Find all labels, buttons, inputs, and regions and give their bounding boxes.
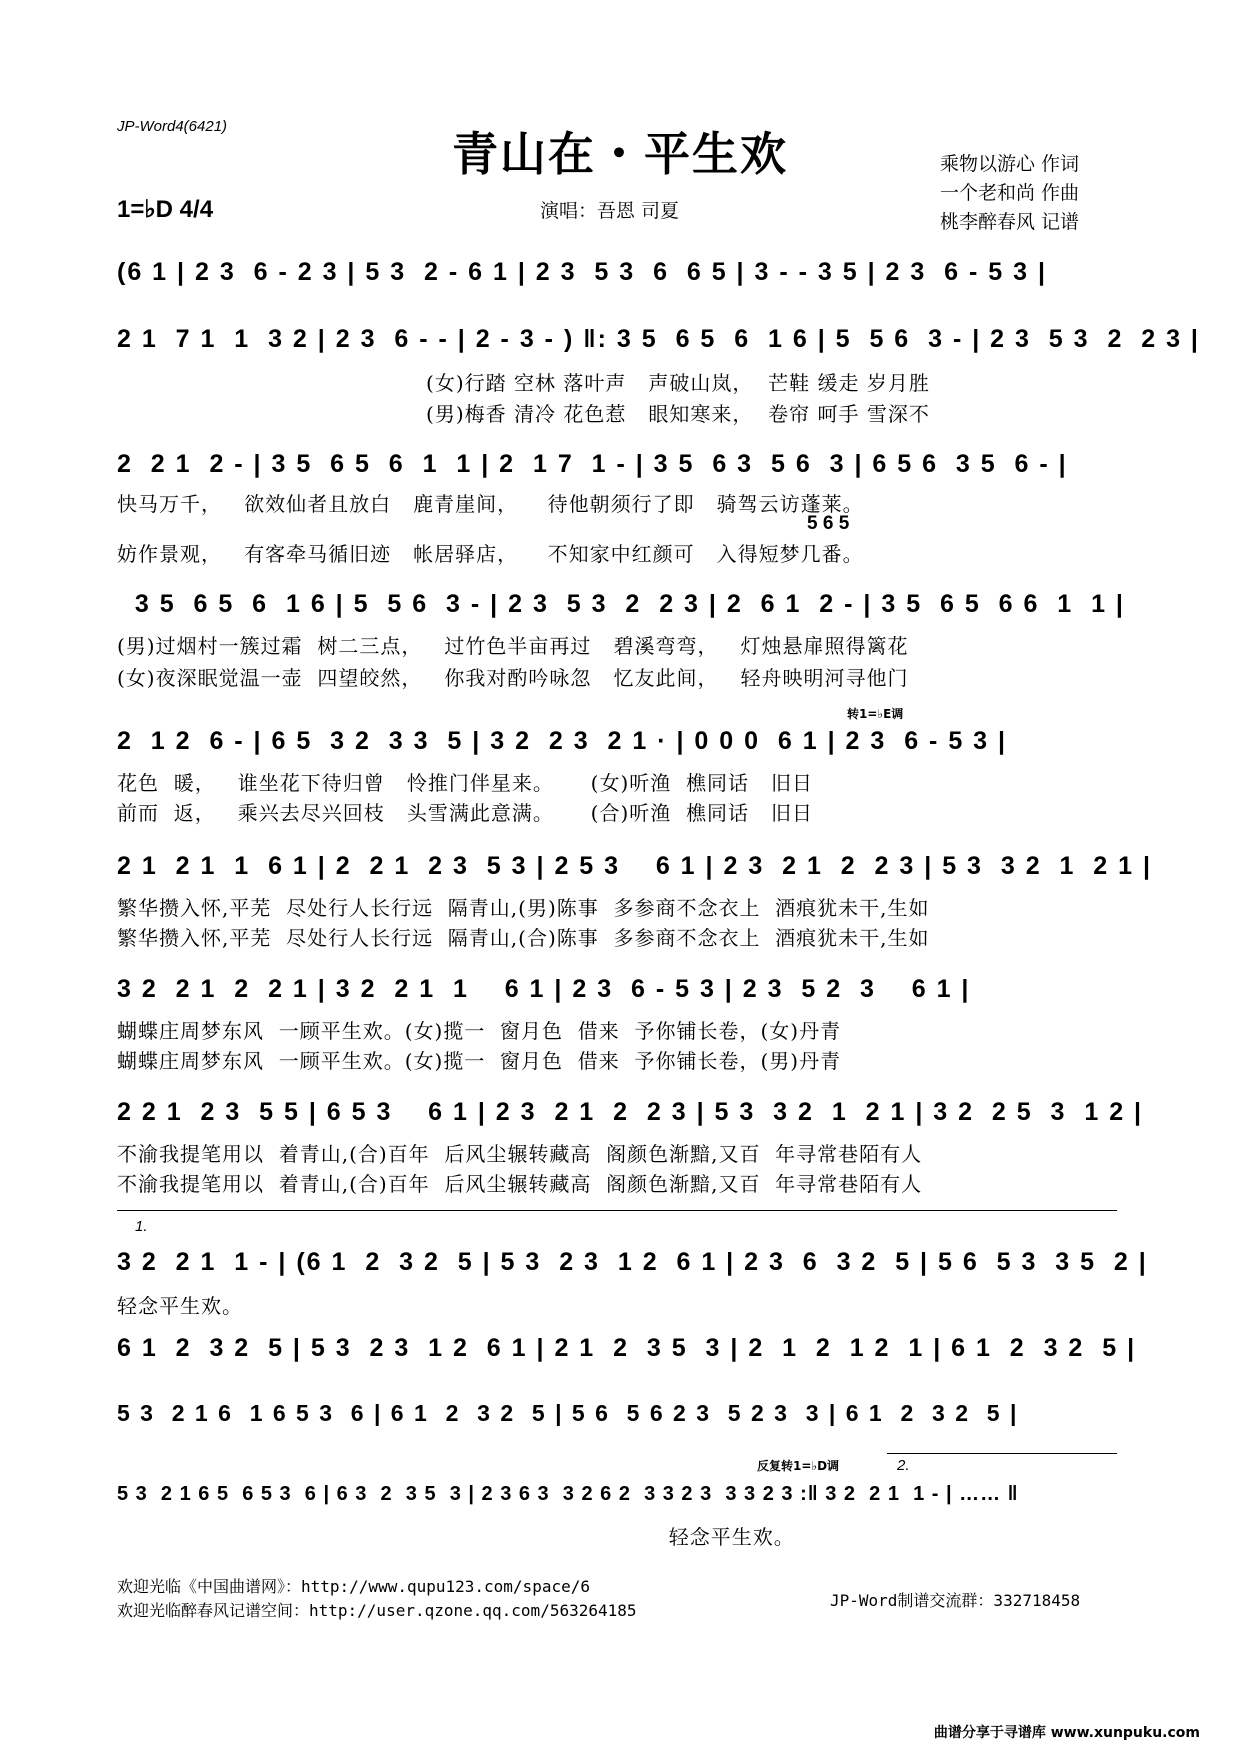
notation-line: 5 3 2 1 6 5 6 5 3 6 | 6 3 2 3 5 3 | 2 3 6 3 3 2 6 2 3 3 2 3 3 3 2 3 :‖ 3 2 2 1 1 - | …… ‖ xyxy=(117,1483,1019,1505)
footer-link-2[interactable]: 欢迎光临醉春风记谱空间：http://user.qzone.qq.com/563264185 xyxy=(117,1601,637,1620)
credits-block xyxy=(940,150,1079,237)
singer-credit: 演唱：吾恩 司夏 xyxy=(540,200,680,222)
lyric-line-1: (女)行踏 空林 落叶声 声破山岚， 芒鞋 缓走 岁月胜 xyxy=(117,371,930,395)
notation-line: 6 1 2 3 2 5 | 5 3 2 3 1 2 6 1 | 2 1 2 3 5 3 | 2 1 2 1 2 1 | 6 1 2 3 2 5 | xyxy=(117,1334,1137,1362)
notation-line: 2 1 2 1 1 6 1 | 2 2 1 2 3 5 3 | 2 5 3 6 1 | 2 3 2 1 2 2 3 | 5 3 3 2 1 2 1 | xyxy=(117,852,1152,880)
lyric-line-2: (男)梅香 清冷 花色惹 眼知寒来， 卷帘 呵手 雪深不 xyxy=(117,402,930,426)
lyric-line-1: 快马万千， 欲效仙者且放白 鹿青崖间， 待他朝须行了即 骑驾云访蓬莱。 xyxy=(117,492,864,516)
lyricist-credit: 乘物以游心 作词 xyxy=(940,153,1080,175)
composer-credit: 一个老和尚 作曲 xyxy=(940,182,1080,204)
lyric-line-1: 繁华攒入怀,平芜 尽处行人长行远 隔青山,(男)陈事 多参商不念衣上 酒痕犹未干,生如 xyxy=(117,896,930,920)
notation-line: 2 1 2 6 - | 6 5 3 2 3 3 5 | 3 2 2 3 2 1 · | 0 0 0 6 1 | 2 3 6 - 5 3 | xyxy=(117,727,1008,755)
notation-line: (6 1 | 2 3 6 - 2 3 | 5 3 2 - 6 1 | 2 3 5 3 6 6 5 | 3 - - 3 5 | 2 3 6 - 5 3 | xyxy=(117,258,1047,286)
notation-line: 3 2 2 1 1 - | (6 1 2 3 2 5 | 5 3 2 3 1 2 6 1 | 2 3 6 3 2 5 | 5 6 5 3 3 5 2 | xyxy=(117,1248,1148,1276)
lyric-line-2: 妨作景观， 有客牵马循旧迹 帐居驿店， 不知家中红颜可 入得短梦几番。 xyxy=(117,542,864,566)
footer-link-1[interactable]: 欢迎光临《中国曲谱网》：http://www.qupu123.com/space/6 xyxy=(117,1577,590,1596)
modulation-mark: 转1=♭E调 xyxy=(847,707,904,721)
notation-line: 2 2 1 2 3 5 5 | 6 5 3 6 1 | 2 3 2 1 2 2 3 | 5 3 3 2 1 2 1 | 3 2 2 5 3 1 2 | xyxy=(117,1098,1144,1126)
lyric-line-1: 轻念平生欢。 xyxy=(117,1294,243,1318)
notation-line: 5 3 2 1 6 1 6 5 3 6 | 6 1 2 3 2 5 | 5 6 5 6 2 3 5 2 3 3 | 6 1 2 3 2 5 | xyxy=(117,1400,1019,1426)
software-label: JP-Word4(6421) xyxy=(117,118,228,135)
key-signature: 1=♭D 4/4 xyxy=(117,196,214,223)
lyric-line-2: 不渝我提笔用以 着青山,(合)百年 后风尘辗转藏高 阁颜色渐黯,又百 年寻常巷陌有人 xyxy=(117,1172,923,1196)
notation-line: 3 5 6 5 6 1 6 | 5 5 6 3 - | 2 3 5 3 2 2 3 | 2 6 1 2 - | 3 5 6 5 6 6 1 1 | xyxy=(117,590,1125,618)
lyric-line-2: 前而 返， 乘兴去尽兴回枝 头雪满此意满。 (合)听渔 樵同话 旧日 xyxy=(117,801,814,825)
notation-line: 2 1 7 1 1 3 2 | 2 3 6 - - | 2 - 3 - ) ‖: 3 5 6 5 6 1 6 | 5 5 6 3 - | 2 3 5 3 2 2 3 | xyxy=(117,325,1200,353)
notation-line: 3 2 2 1 2 2 1 | 3 2 2 1 1 6 1 | 2 3 6 - 5 3 | 2 3 5 2 3 6 1 | xyxy=(117,975,971,1003)
volta-bracket-2 xyxy=(887,1453,1117,1454)
modulation-mark: 反复转1=♭D调 xyxy=(757,1459,840,1473)
lyric-line-1: 蝴蝶庄周梦东风 一顾平生欢。(女)揽一 窗月色 借来 予你铺长卷，(女)丹青 xyxy=(117,1019,842,1043)
lyric-line-1: (男)过烟村一簇过霜 树二三点， 过竹色半亩再过 碧溪弯弯， 灯烛悬扉照得篱花 xyxy=(117,634,909,658)
alternate-notes: 5 6 5 xyxy=(807,513,850,534)
page-title: 青山在・平生欢 xyxy=(452,127,788,181)
footer-links xyxy=(117,1575,637,1623)
lyric-line-1: 轻念平生欢。 xyxy=(117,1525,795,1549)
volta-bracket-1 xyxy=(117,1210,1117,1211)
qq-group-text: JP-Word制谱交流群：332718458 xyxy=(830,1591,1081,1610)
lyric-line-1: 不渝我提笔用以 着青山,(合)百年 后风尘辗转藏高 阁颜色渐黯,又百 年寻常巷陌有人 xyxy=(117,1142,923,1166)
notation-line: 2 2 1 2 - | 3 5 6 5 6 1 1 | 2 1 7 1 - | 3 5 6 3 5 6 3 | 6 5 6 3 5 6 - | xyxy=(117,450,1068,478)
watermark-text: 曲谱分享于寻谱库 www.xunpuku.com xyxy=(933,1725,1200,1741)
lyric-line-2: 蝴蝶庄周梦东风 一顾平生欢。(女)揽一 窗月色 借来 予你铺长卷，(男)丹青 xyxy=(117,1049,842,1073)
lyric-line-1: 花色 暖， 谁坐花下待归曾 怜推门伴星来。 (女)听渔 樵同话 旧日 xyxy=(117,771,814,795)
volta-number-1: 1. xyxy=(135,1218,148,1235)
lyric-line-2: (女)夜深眠觉温一壶 四望皎然， 你我对酌吟咏忽 忆友此间， 轻舟映明河寻他门 xyxy=(117,666,909,690)
transcriber-credit: 桃李醉春风 记谱 xyxy=(940,211,1080,233)
lyric-line-2: 繁华攒入怀,平芜 尽处行人长行远 隔青山,(合)陈事 多参商不念衣上 酒痕犹未干,生如 xyxy=(117,926,930,950)
volta-number-2: 2. xyxy=(897,1457,910,1474)
